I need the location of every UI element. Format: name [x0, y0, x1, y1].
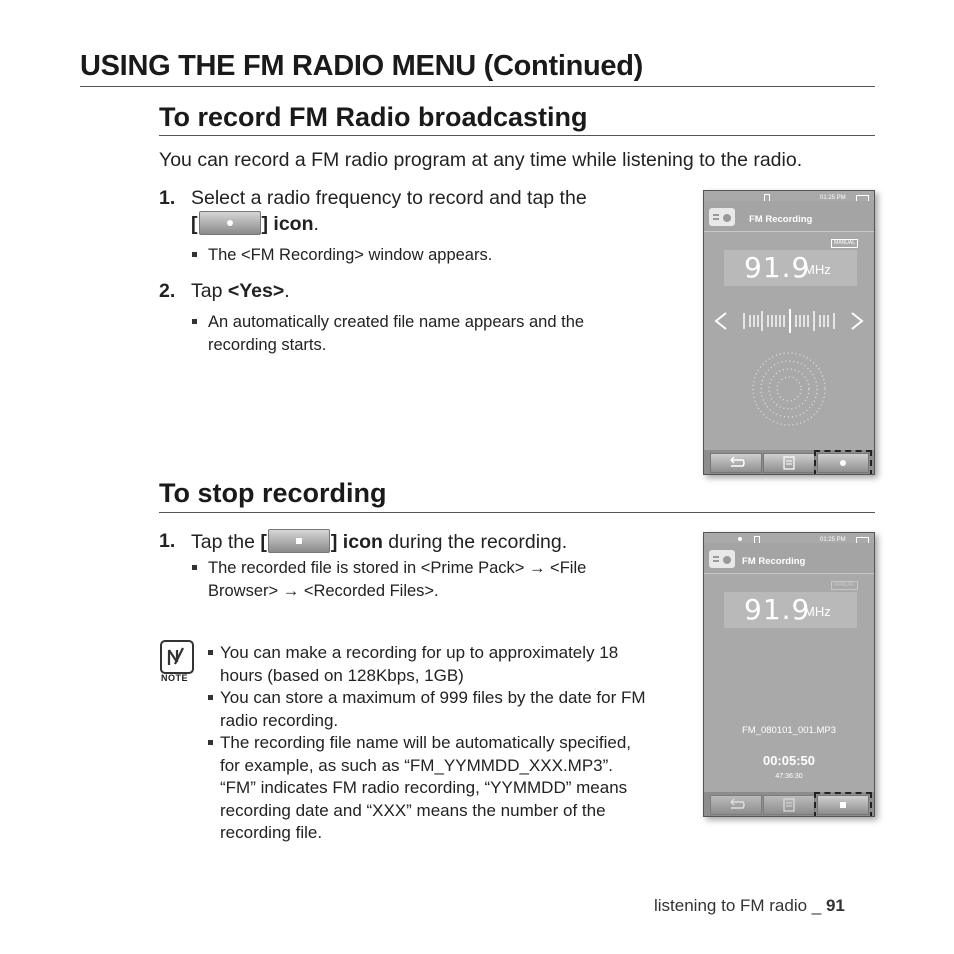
record-icon	[199, 211, 261, 235]
step-text: Select a radio frequency to record and tap the	[191, 187, 587, 209]
note-text: hours (based on 128Kbps, 1GB)	[220, 665, 464, 685]
elapsed-time: 00:05:50	[762, 753, 816, 768]
device-screen-stop	[703, 532, 875, 817]
back-button[interactable]	[710, 795, 762, 815]
note-text: recording date and “XXX” means the number of the	[220, 800, 606, 820]
section-divider	[159, 135, 875, 136]
footer-text: listening to FM radio _	[654, 896, 826, 915]
note-label: NOTE	[161, 673, 189, 683]
step-text: Tap	[191, 280, 228, 302]
status-time: 01:25 PM	[820, 537, 846, 543]
screen-header	[704, 201, 874, 232]
note-text: The recording file name will be automatically specified,	[220, 733, 632, 752]
menu-button[interactable]	[763, 795, 815, 815]
note-icon	[160, 640, 194, 674]
stop-square-icon	[840, 802, 846, 808]
stop-button[interactable]	[817, 795, 869, 815]
record-dot-icon	[840, 460, 846, 466]
frequency-display	[724, 592, 857, 628]
step-1-stop	[159, 529, 679, 554]
stop-icon	[268, 529, 330, 553]
chevron-left-icon	[716, 313, 726, 329]
back-button[interactable]	[710, 453, 762, 473]
menu-button[interactable]	[763, 453, 815, 473]
note-text: You can store a maximum of 999 files by the date for FM	[220, 688, 646, 707]
remaining-time: 47:36:30	[775, 773, 803, 780]
bullet-text: An automatically created file name appears and the	[208, 313, 585, 331]
section-divider	[159, 512, 875, 513]
step-number: 1.	[159, 530, 176, 552]
bullet-text: Browser> → <Recorded Files>.	[208, 582, 439, 600]
bracket-close: ] icon	[261, 213, 314, 235]
device-screen-recording	[703, 190, 875, 475]
chevron-right-icon	[852, 313, 862, 329]
list-icon	[784, 799, 794, 811]
back-arrow-icon	[731, 799, 744, 808]
note-text: “FM” indicates FM radio recording, “YYMMDD” means	[220, 778, 628, 797]
page-title: USING THE FM RADIO MENU (Continued)	[80, 50, 644, 82]
bracket-open: [	[260, 531, 267, 553]
period: .	[284, 280, 290, 302]
bullet-text: recording starts.	[208, 336, 327, 354]
screen-title: FM Recording	[749, 214, 813, 225]
section-heading-record: To record FM Radio broadcasting	[159, 102, 588, 132]
bullet-text: The <FM Recording> window appears.	[208, 246, 493, 264]
bullet-item	[192, 244, 662, 267]
mode-badge: MANUAL	[831, 581, 858, 590]
note-text: radio recording.	[220, 710, 339, 730]
note-text: recording file.	[220, 823, 323, 842]
screen-bottom-bar	[704, 450, 874, 474]
frequency-display	[724, 250, 857, 286]
signal-dots-graphic	[749, 349, 829, 429]
bracket-open: [	[191, 213, 198, 235]
step-number: 2.	[159, 280, 176, 302]
back-arrow-icon	[731, 457, 744, 466]
section-heading-stop: To stop recording	[159, 478, 387, 508]
step-1-record	[159, 186, 659, 236]
radio-icon	[709, 550, 735, 568]
step-number: 1.	[159, 187, 176, 209]
note-item	[208, 732, 698, 847]
bullet-text: The recorded file is stored in <Prime Pack> → <File	[208, 559, 587, 577]
period: .	[313, 213, 319, 235]
radio-icon	[709, 208, 735, 226]
record-button[interactable]	[817, 453, 869, 473]
note-text: for example, as such as “FM_YYMMDD_XXX.MP3”.	[220, 755, 614, 775]
screen-bottom-bar	[704, 792, 874, 816]
step-text: Tap the	[191, 531, 261, 553]
screen-header	[704, 543, 874, 574]
page-footer	[654, 896, 845, 916]
note-text: You can make a recording for up to approximately 18	[220, 643, 619, 662]
tuner-scale	[704, 303, 874, 339]
note-item	[208, 687, 698, 732]
title-divider	[80, 86, 875, 87]
step-2-record	[159, 279, 659, 304]
yes-label: <Yes>	[227, 280, 285, 302]
mode-badge: MANUAL	[831, 239, 858, 248]
frequency-value: 91.9	[744, 593, 811, 626]
note-item	[208, 642, 698, 687]
frequency-value: 91.9	[744, 251, 811, 284]
step-text: during the recording.	[382, 531, 568, 553]
bullet-item	[192, 557, 672, 603]
bullet-item	[192, 311, 672, 357]
frequency-unit: MHz	[804, 604, 831, 619]
screen-title: FM Recording	[742, 556, 806, 567]
bracket-close: ] icon	[330, 531, 383, 553]
record-status-icon	[738, 537, 742, 541]
list-icon	[784, 457, 794, 469]
status-time: 01:25 PM	[820, 195, 846, 201]
recording-filename: FM_080101_001.MP3	[741, 725, 836, 736]
page-number: 91	[825, 896, 845, 915]
intro-text: You can record a FM radio program at any time while listening to the radio.	[159, 149, 803, 171]
frequency-unit: MHz	[804, 262, 831, 277]
